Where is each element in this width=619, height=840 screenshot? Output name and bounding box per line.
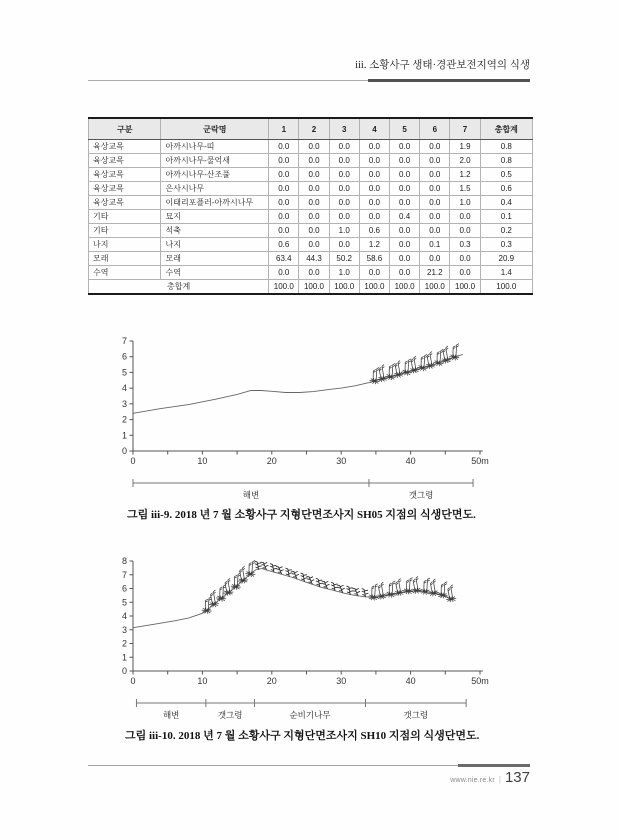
vegetation-profile-chart-sh05 <box>100 333 510 510</box>
svg-text:0: 0 <box>130 456 136 466</box>
zone-label: 갯그령 <box>217 710 243 720</box>
page-number: 137 <box>504 769 530 786</box>
svg-text:20: 20 <box>266 676 277 686</box>
footer-separator: | <box>498 775 501 784</box>
svg-text:10: 10 <box>197 676 208 686</box>
svg-text:0: 0 <box>121 666 127 676</box>
svg-text:40: 40 <box>405 676 416 686</box>
svg-text:2: 2 <box>121 638 127 649</box>
svg-text:0: 0 <box>130 676 136 686</box>
table-row: 육상교목 이태리포플러-아까시나무 0.0 0.0 0.0 0.0 0.0 0.0 1.0 0.4 <box>89 196 533 210</box>
grass-symbol <box>437 581 449 599</box>
grass-symbol <box>392 360 404 378</box>
header-rule <box>88 79 530 82</box>
table-row: 육상교목 아까시나무-띠 0.0 0.0 0.0 0.0 0.0 0.0 1.9 0.8 <box>89 140 533 154</box>
table-row: 육상교목 아까시나무-산조풀 0.0 0.0 0.0 0.0 0.0 0.0 1.2 0.5 <box>89 168 533 182</box>
column-header: 총합계 <box>480 118 532 140</box>
svg-text:7: 7 <box>121 336 127 346</box>
footer-rule-thick <box>458 764 530 767</box>
column-header: 구분 <box>89 118 161 140</box>
grass-symbol <box>376 364 388 382</box>
zone-label: 해변 <box>242 490 260 500</box>
svg-text:7: 7 <box>121 569 127 580</box>
column-header: 7 <box>450 118 480 140</box>
svg-text:30: 30 <box>336 676 347 686</box>
svg-text:3: 3 <box>121 398 127 409</box>
svg-text:1: 1 <box>121 652 127 663</box>
svg-text:40: 40 <box>405 456 416 466</box>
grass-symbol <box>368 583 380 601</box>
svg-text:4: 4 <box>121 383 127 394</box>
figure-caption-sh10: 그림 iii-10. 2018 년 7 월 소황사구 지형단면조사지 SH10 지점의 식생단면도. <box>125 730 480 742</box>
svg-text:50m: 50m <box>471 456 489 466</box>
footer-rule-thin <box>88 765 458 766</box>
running-head: iii. 소황사구 생태·경관보전지역의 식생 <box>355 60 530 71</box>
svg-text:1: 1 <box>121 430 127 441</box>
table-row: 수역 수역 0.0 0.0 1.0 0.0 0.0 21.2 0.0 1.4 <box>89 266 533 280</box>
svg-text:20: 20 <box>266 456 277 466</box>
footer-site-url: www.nie.re.kr <box>450 777 495 784</box>
svg-text:8: 8 <box>121 556 127 566</box>
zone-label: 갯그령 <box>408 490 434 500</box>
svg-text:5: 5 <box>121 597 127 608</box>
table-row: 기타 석축 0.0 0.0 1.0 0.6 0.0 0.0 0.0 0.2 <box>89 224 533 238</box>
svg-text:2: 2 <box>121 414 127 425</box>
terrain-profile-line <box>133 569 452 628</box>
grass-symbol <box>449 343 461 361</box>
column-header: 6 <box>420 118 450 140</box>
column-header: 4 <box>359 118 389 140</box>
svg-text:4: 4 <box>121 611 127 621</box>
svg-text:3: 3 <box>121 624 127 635</box>
figure-caption-sh05: 그림 iii-9. 2018 년 7 월 소황사구 지형단면조사지 SH05 지점의 식생단면도. <box>127 509 476 521</box>
svg-text:30: 30 <box>336 456 347 466</box>
footer <box>450 769 530 786</box>
zone-label: 갯그령 <box>403 710 429 720</box>
footer-rule <box>88 764 530 767</box>
grass-symbol <box>420 577 432 595</box>
zone-label: 순비기나무 <box>289 710 331 720</box>
table-total-row: 총합계 100.0 100.0 100.0 100.0 100.0 100.0 100.0 100.0 <box>89 280 533 295</box>
vegetation-profile-chart-sh10 <box>100 553 510 730</box>
grass-symbol <box>410 576 422 594</box>
svg-text:50m: 50m <box>471 676 489 686</box>
table-header-row <box>89 118 533 140</box>
column-header: 5 <box>390 118 420 140</box>
grass-symbol <box>427 579 439 597</box>
table-header <box>89 118 533 140</box>
table-row: 모래 모래 63.4 44.3 50.2 58.6 0.0 0.0 0.0 20.9 <box>89 252 533 266</box>
table-row: 육상교목 은사시나무 0.0 0.0 0.0 0.0 0.0 0.0 1.5 0.6 <box>89 182 533 196</box>
column-header: 2 <box>299 118 329 140</box>
terrain-profile-line <box>133 354 463 413</box>
svg-text:10: 10 <box>197 456 208 466</box>
grass-symbol <box>440 346 452 364</box>
community-coverage-table <box>88 117 533 295</box>
svg-text:5: 5 <box>121 367 127 378</box>
table-body <box>89 140 533 295</box>
profile-svg-SH10 <box>100 553 510 725</box>
table-row: 기타 묘지 0.0 0.0 0.0 0.0 0.4 0.0 0.0 0.1 <box>89 210 533 224</box>
zone-label: 해변 <box>162 710 180 720</box>
column-header: 군락명 <box>161 118 269 140</box>
grass-symbol <box>408 356 420 374</box>
column-header: 1 <box>269 118 299 140</box>
header-rule-thick <box>368 79 530 82</box>
grass-symbol <box>245 560 257 578</box>
table-row: 육상교목 아까시나무-물억새 0.0 0.0 0.0 0.0 0.0 0.0 2.0 0.8 <box>89 154 533 168</box>
svg-text:0: 0 <box>121 446 127 456</box>
table-row: 나지 나지 0.6 0.0 0.0 1.2 0.0 0.1 0.3 0.3 <box>89 238 533 252</box>
column-header: 3 <box>329 118 359 140</box>
svg-text:6: 6 <box>121 351 127 362</box>
profile-svg-SH05 <box>100 333 510 505</box>
grass-symbol <box>424 351 436 369</box>
header-rule-thin <box>88 80 368 82</box>
svg-text:6: 6 <box>121 583 127 594</box>
